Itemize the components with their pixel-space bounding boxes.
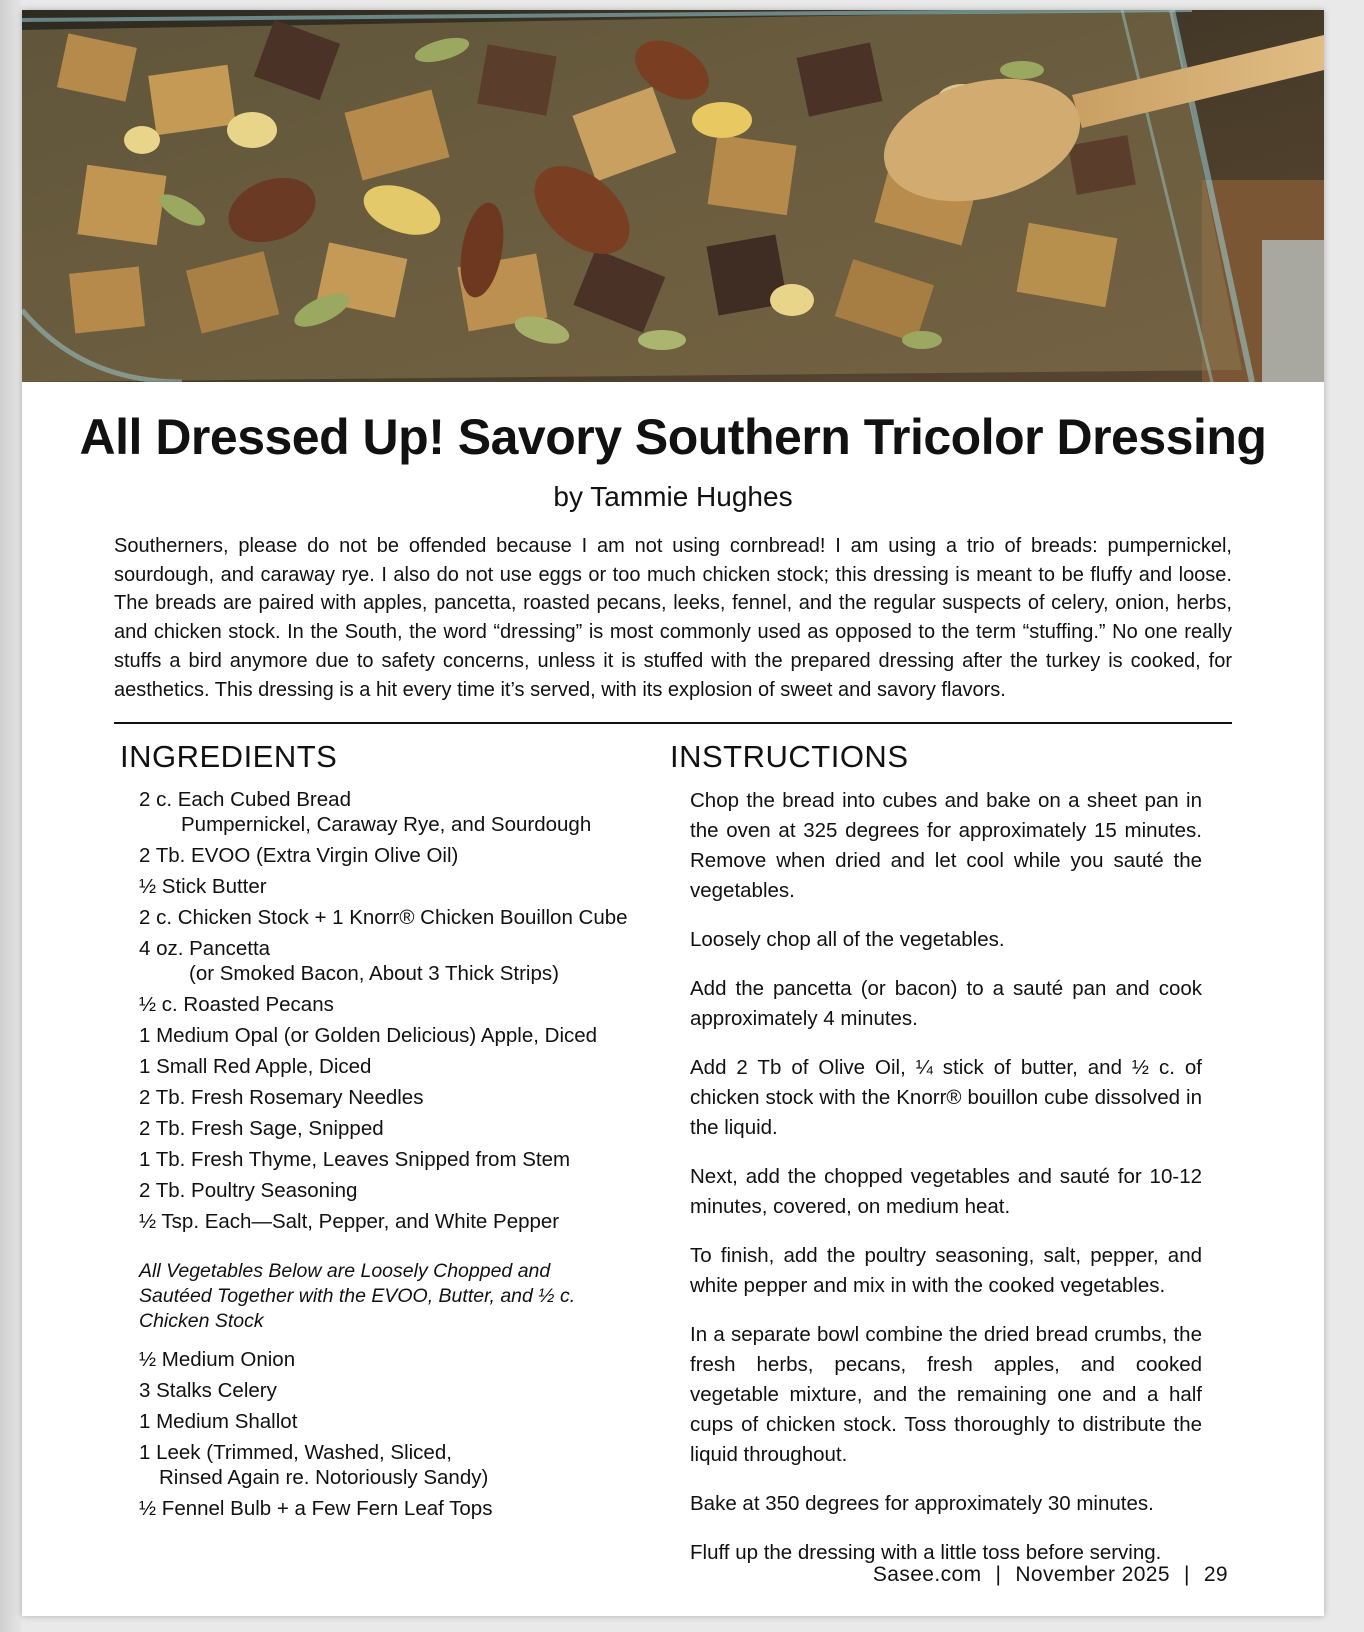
vegetable-item: 1 Medium Shallot	[139, 1410, 298, 1433]
footer-separator: |	[995, 1563, 1002, 1586]
instruction-step: Bake at 350 degrees for approximately 30 minutes.	[690, 1492, 1154, 1515]
instruction-step: Next, add the chopped vegetables and sauté for 10-12 minutes, covered, on medium heat.	[690, 1165, 1202, 1218]
article-intro: Southerners, please do not be offended because I am not using cornbread! I am using a trio of breads: pumpernickel, sourdough, and caraway rye. I also do not use eggs or too much chicken stock; this dressing is meant to be fluffy and loose. The breads are paired with apples, pancetta, roasted pecans, leeks, fennel, and the regular suspects of celery, onion, herbs, and chicken stock. In the South, the word “dressing” is most commonly used as opposed to the term “stuffing.” No one really stuffs a bird anymore due to safety concerns, unless it is stuffed with the prepared dressing after the turkey is cooked, for aesthetics. This dressing is a hit every time it’s served, with its explosion of sweet and savory flavors.	[114, 535, 1232, 701]
footer-separator: |	[1183, 1563, 1190, 1586]
dressing-photo-art	[22, 10, 1324, 382]
ingredient-item: 2 c. Each Cubed Bread Pumpernickel, Caraway Rye, and Sourdough	[139, 788, 592, 836]
ingredients-list	[119, 787, 659, 1527]
ingredient-item: 1 Small Red Apple, Diced	[139, 1055, 372, 1078]
ingredient-item: 4 oz. Pancetta (or Smoked Bacon, About 3 Thick Strips)	[139, 937, 559, 985]
vegetable-item: ½ Fennel Bulb + a Few Fern Leaf Tops	[139, 1497, 493, 1520]
ingredient-item: 2 Tb. Fresh Sage, Snipped	[139, 1117, 384, 1140]
page-number: 29	[1203, 1563, 1228, 1586]
instruction-step: Loosely chop all of the vegetables.	[690, 928, 1005, 951]
section-divider	[114, 722, 1232, 724]
instructions-heading: INSTRUCTIONS	[670, 739, 909, 774]
instruction-step: Add the pancetta (or bacon) to a sauté pan and cook approximately 4 minutes.	[690, 977, 1202, 1030]
article-title: All Dressed Up! Savory Southern Tricolor Dressing	[79, 409, 1267, 465]
dressing-photo	[22, 10, 1324, 382]
instruction-step: To finish, add the poultry seasoning, salt, pepper, and white pepper and mix in with the cooked vegetables.	[690, 1244, 1202, 1297]
ingredient-item: 2 Tb. EVOO (Extra Virgin Olive Oil)	[139, 844, 459, 867]
instructions-list	[690, 786, 1202, 1587]
footer-issue: November 2025	[1015, 1563, 1170, 1586]
ingredient-item: 2 Tb. Poultry Seasoning	[139, 1179, 358, 1202]
ingredient-item: ½ Stick Butter	[139, 875, 267, 898]
vegetable-note: All Vegetables Below are Loosely Chopped and Sautéed Together with the EVOO, Butter, and ½ c. Chicken Stock	[139, 1260, 576, 1332]
ingredient-item: 1 Medium Opal (or Golden Delicious) Apple, Diced	[139, 1024, 598, 1047]
vegetable-item: 3 Stalks Celery	[139, 1379, 277, 1402]
page-footer	[873, 1561, 1228, 1589]
ingredients-heading: INGREDIENTS	[120, 739, 338, 774]
ingredient-item: 2 Tb. Fresh Rosemary Needles	[139, 1086, 424, 1109]
instruction-step: In a separate bowl combine the dried bread crumbs, the fresh herbs, pecans, fresh apples, and cooked vegetable mixture, and the remaining one and a half cups of chicken stock. Toss thoroughly to distribute the liquid throughout.	[690, 1323, 1202, 1466]
article-byline: by Tammie Hughes	[553, 481, 793, 512]
instruction-step: Chop the bread into cubes and bake on a sheet pan in the oven at 325 degrees for approximately 15 minutes. Remove when dried and let cool while you sauté the vegetables.	[690, 789, 1202, 902]
magazine-page	[22, 10, 1324, 1616]
instruction-step: Add 2 Tb of Olive Oil, ¼ stick of butter, and ½ c. of chicken stock with the Knorr® bouillon cube dissolved in the liquid.	[690, 1056, 1202, 1139]
viewer-gutter	[0, 0, 22, 1632]
footer-site: Sasee.com	[872, 1563, 982, 1586]
ingredient-item: 2 c. Chicken Stock + 1 Knorr® Chicken Bouillon Cube	[139, 906, 628, 929]
ingredient-item: 1 Tb. Fresh Thyme, Leaves Snipped from Stem	[139, 1148, 571, 1171]
ingredient-item: ½ c. Roasted Pecans	[139, 993, 334, 1016]
ingredient-item: ½ Tsp. Each—Salt, Pepper, and White Pepper	[139, 1210, 560, 1233]
vegetable-item: 1 Leek (Trimmed, Washed, Sliced, Rinsed Again re. Notoriously Sandy)	[139, 1441, 489, 1489]
vegetable-item: ½ Medium Onion	[139, 1348, 296, 1371]
instruction-step: Fluff up the dressing with a little toss before serving.	[690, 1541, 1162, 1564]
